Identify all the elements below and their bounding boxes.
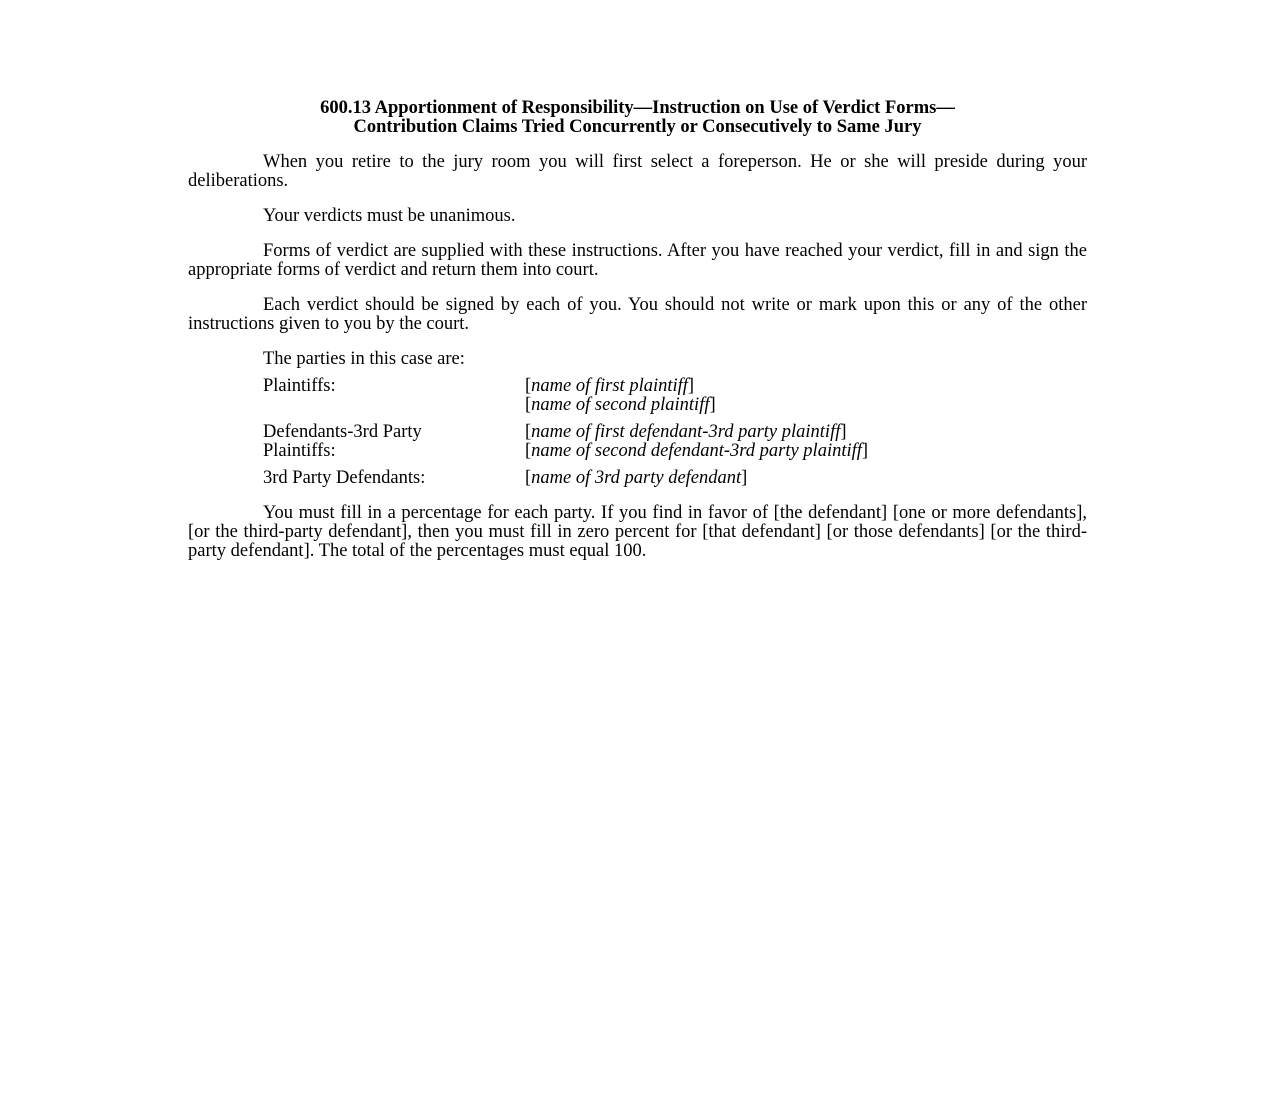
party-name: [name of 3rd party defendant]: [525, 468, 748, 488]
party-label-line: Plaintiffs:: [263, 441, 336, 461]
party-label-line: Defendants-3rd Party: [263, 422, 422, 442]
party-group-third-party: [263, 469, 1087, 488]
party-name: [name of first plaintiff]: [525, 376, 695, 396]
parties-intro: The parties in this case are:: [263, 349, 465, 369]
paragraph-signing: Each verdict should be signed by each of you. You should not write or mark upon this or any of the other instructions given to you by the court.: [188, 295, 1087, 334]
party-label: [263, 423, 525, 461]
party-names: [525, 423, 868, 461]
title-line-1: 600.13 Apportionment of Responsibility—Instruction on Use of Verdict Forms—: [320, 98, 955, 118]
party-name: [name of second defendant-3rd party plaintiff]: [525, 441, 869, 461]
party-group-plaintiffs: [263, 377, 1087, 415]
instruction-title: [188, 99, 1087, 137]
party-names: [525, 469, 747, 488]
party-names: [525, 377, 716, 415]
party-label: 3rd Party Defendants:: [263, 468, 426, 488]
party-name: [name of second plaintiff]: [525, 395, 716, 415]
title-line-2: Contribution Claims Tried Concurrently or Consecutively to Same Jury: [353, 117, 922, 137]
paragraph-percentages: You must fill in a percentage for each party. If you find in favor of [the defendant] [one or more defendants], [or the third-party defendant], then you must fill in zero percent for [that defendant] [or those defendants] [or the third-party defendant]. The total of the percentages must equal 100.: [188, 503, 1087, 561]
party-name: [name of first defendant-3rd party plaintiff]: [525, 422, 847, 442]
document-page: [188, 99, 1087, 577]
party-label: Plaintiffs:: [263, 376, 336, 396]
party-group-defendants: [263, 423, 1087, 461]
paragraph-unanimous: Your verdicts must be unanimous.: [263, 206, 516, 226]
paragraph-forms-of-verdict: Forms of verdict are supplied with these instructions. After you have reached your verdict, fill in and sign the appropriate forms of verdict and return them into court.: [188, 241, 1087, 280]
paragraph-foreperson: When you retire to the jury room you will first select a foreperson. He or she will preside during your deliberations.: [188, 152, 1087, 191]
